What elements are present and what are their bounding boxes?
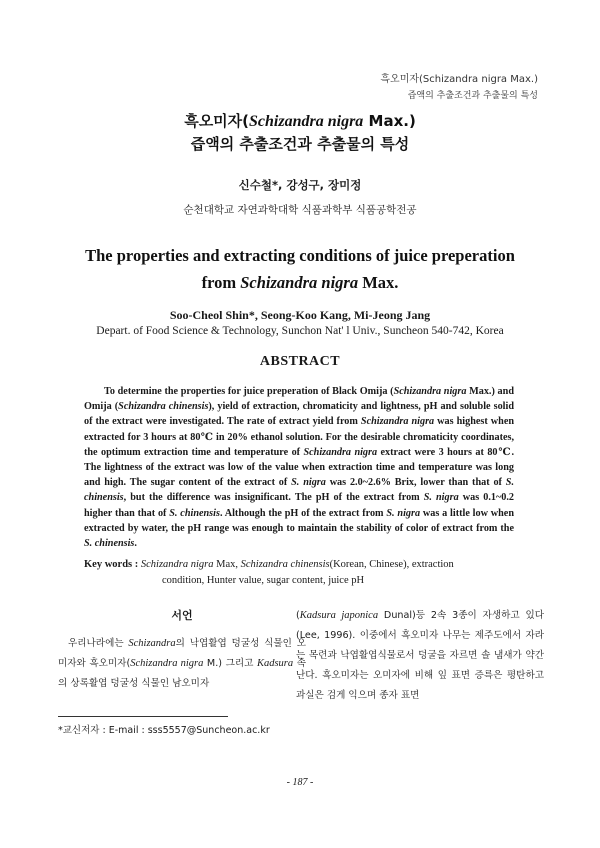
footnote: *교신저자 : E-mail : sss5557@Suncheon.ac.kr [58, 725, 270, 736]
english-title-line1: The properties and extracting conditions of juice preperation [85, 246, 515, 265]
english-authors: Soo-Cheol Shin*, Seong-Koo Kang, Mi-Jeong Jang [169, 308, 431, 322]
english-affiliation: Depart. of Food Science & Technology, Sunchon Nat' l Univ., Suncheon 540-742, Korea [96, 325, 504, 337]
intro-right-column: (Kadsura japonica Dunal)등 2속 3종이 자생하고 있다(Lee, 1996). 이중에서 흑오미자 나무는 제주도에서 자라는 목련과 낙엽활엽식물로서 덩굴을 자르면 솔 냄새가 약간 난다. 흑오미자는 오미자에 비해 잎 표면 증륵은 평탄하고 과실은 검게 익으며 종자 표면 [296, 610, 545, 701]
running-head-line1: 흑오미자(Schizandra nigra Max.) [380, 74, 538, 85]
page-number: - 187 - [286, 777, 314, 788]
abstract-body: To determine the properties for juice preperation of Black Omija (Schizandra nigra Max.) and Omija (Schizandra chinensis), yield of extraction, chromaticity and lightness, pH and soluble solid of the extract were investigated. The rate of extract yield from Schizandra nigra was highest when extracted for 3 hours at 80℃ in 20% ethanol solution. For the desirable chromaticity coordinates, the optimum extraction time and temperature of Schizandra nigra extract were 3 hours at 80℃. The lightness of the extract was low of the value when extraction time and temperature was long and high. The sugar content of the extract of S. nigra was 2.0~2.6% Brix, lower than that of S. chinensis, but the difference was insignificant. The pH of the extract from S. nigra was 0.1~0.2 higher than that of S. chinensis. Although the pH of the extract from S. nigra was a little low when extracted by water, the pH range was enough to maintain the stability of color of extract from the S. chinensis. [84, 386, 515, 550]
english-title-line2: from Schizandra nigra Max. [201, 273, 399, 292]
korean-affiliation: 순천대학교 자연과학대학 식품과학부 식품공학전공 [183, 204, 417, 216]
keywords-label: Key words : [84, 559, 141, 570]
keywords: Key words : Schizandra nigra Max, Schizandra chinensis(Korean, Chinese), extraction condition, Hunter value, sugar content, juice pH [84, 559, 454, 586]
korean-authors: 신수철*, 강성구, 장미정 [238, 178, 362, 192]
intro-heading: 서언 [171, 609, 193, 622]
abstract-heading: ABSTRACT [259, 354, 341, 369]
footnote-rule [58, 716, 228, 717]
korean-title-line2: 즙액의 추출조건과 추출물의 특성 [190, 135, 410, 153]
korean-title-line1: 흑오미자(Schizandra nigra Max.) [184, 112, 416, 130]
intro-left-column: 서언 우리나라에는 Schizandra의 낙엽활엽 덩굴성 식물인 오미자와 흑오미자(Schizandra nigra M.) 그리고 Kadsura 속의 상록활엽 덩굴성 식물인 남오미자 [58, 606, 306, 694]
running-head-line2: 즙액의 추출조건과 추출물의 특성 [407, 91, 538, 101]
